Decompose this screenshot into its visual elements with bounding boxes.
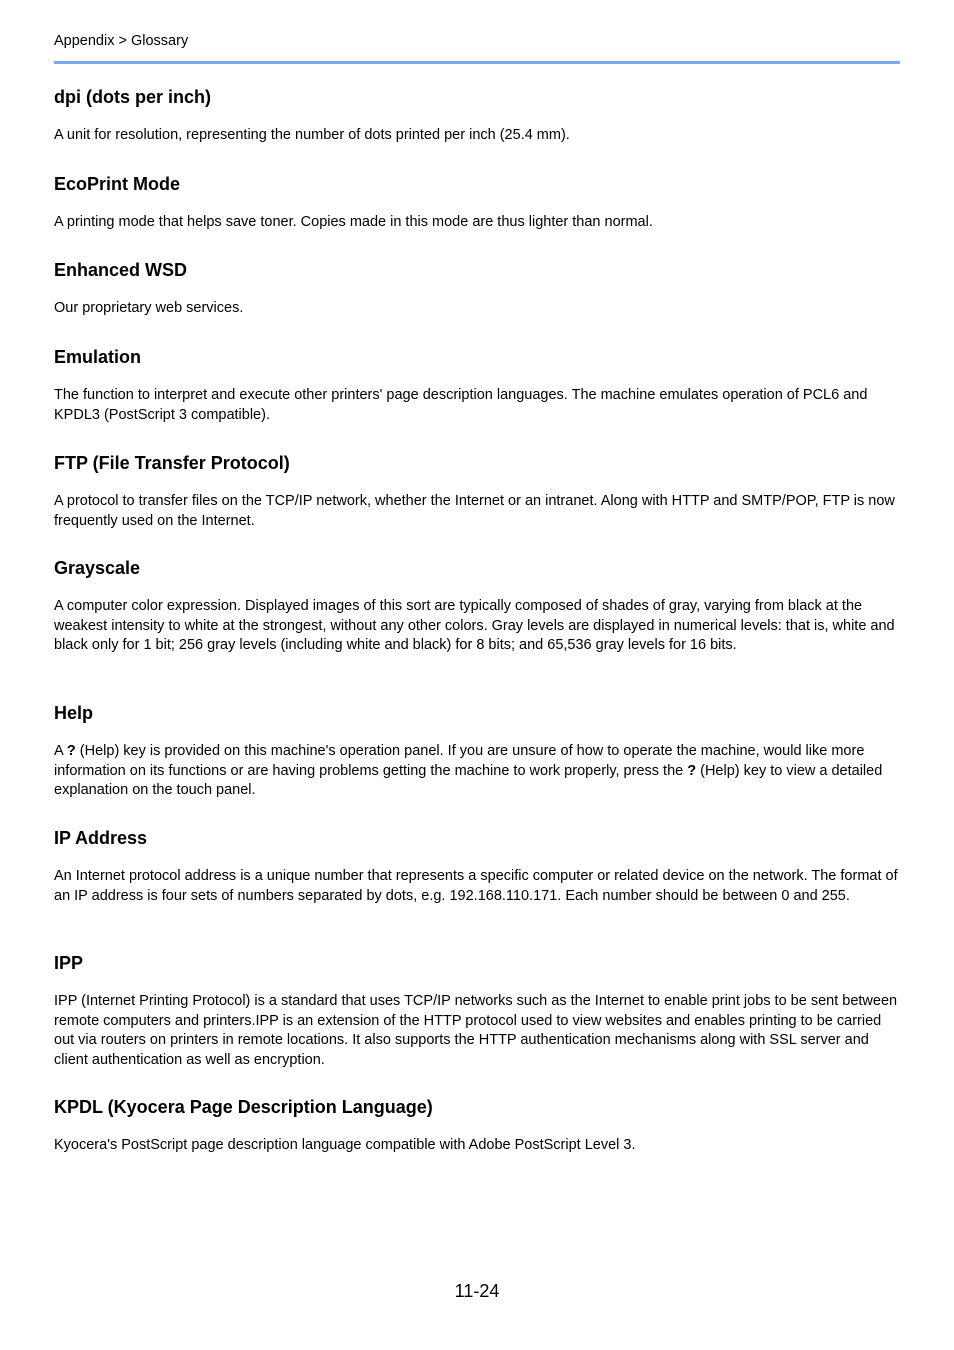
glossary-entry bbox=[54, 173, 900, 233]
entry-term: IPP bbox=[54, 953, 84, 973]
entry-term: Emulation bbox=[54, 347, 142, 367]
glossary-entry bbox=[54, 557, 900, 656]
entry-definition: A printing mode that helps save toner. Copies made in this mode are thus lighter than normal. bbox=[54, 214, 653, 230]
entry-definition: A computer color expression. Displayed images of this sort are typically composed of shades of gray, varying from black at the weakest intensity to white at the strongest, without any other colors. Gray levels are displayed in numerical levels: that is, white and black only for 1 bit; 256 gray levels (including white and black) for 8 bits; and 65,536 gray levels for 16 bits. bbox=[54, 598, 895, 653]
entry-term: Help bbox=[54, 703, 94, 723]
entry-term: KPDL (Kyocera Page Description Language) bbox=[54, 1097, 433, 1117]
definition-text: A bbox=[54, 743, 67, 759]
glossary-entry bbox=[54, 952, 900, 1070]
glossary-entry bbox=[54, 1096, 900, 1156]
glossary-entry bbox=[54, 259, 900, 319]
entry-definition: A unit for resolution, representing the number of dots printed per inch (25.4 mm). bbox=[54, 127, 570, 143]
glossary-entry bbox=[54, 702, 900, 801]
definition-text: (Help) key to view a detailed explanation on the touch panel. bbox=[54, 762, 883, 798]
entry-term: Enhanced WSD bbox=[54, 260, 188, 280]
entry-definition: Our proprietary web services. bbox=[54, 300, 244, 316]
entry-definition: IPP (Internet Printing Protocol) is a standard that uses TCP/IP networks such as the Internet to enable print jobs to be sent between remote computers and printers.IPP is an extension of the HTTP protocol used to view websites and enables printing to be carried out via routers on printers in remote locations. It also supports the HTTP authentication mechanisms along with SSL server and client authentication as well as encryption. bbox=[54, 993, 898, 1068]
definition-text: (Help) key is provided on this machine's operation panel. If you are unsure of how to operate the machine, would like more information on its functions or are having problems getting the machine to work properly, press the bbox=[54, 743, 865, 779]
entry-definition: The function to interpret and execute other printers' page description languages. The machine emulates operation of PCL6 and KPDL3 (PostScript 3 compatible). bbox=[54, 387, 868, 423]
entry-term: EcoPrint Mode bbox=[54, 174, 181, 194]
help-key-symbol: ? bbox=[687, 762, 697, 779]
glossary-entry bbox=[54, 346, 900, 425]
entry-term: Grayscale bbox=[54, 558, 141, 578]
header-divider bbox=[54, 61, 900, 64]
glossary-entry bbox=[54, 827, 900, 906]
glossary-entry bbox=[54, 452, 900, 531]
help-key-symbol: ? bbox=[66, 743, 76, 759]
entry-term: dpi (dots per inch) bbox=[54, 87, 211, 107]
breadcrumb: Appendix > Glossary bbox=[54, 33, 189, 49]
entry-term: IP Address bbox=[54, 828, 148, 848]
entry-definition bbox=[54, 724, 900, 801]
glossary-entry bbox=[54, 86, 900, 146]
entry-definition: A protocol to transfer files on the TCP/IP network, whether the Internet or an intranet. Along with HTTP and SMTP/POP, FTP is now frequently used on the Internet. bbox=[54, 493, 895, 529]
entry-definition: Kyocera's PostScript page description language compatible with Adobe PostScript Level 3. bbox=[54, 1137, 636, 1153]
entry-definition: An Internet protocol address is a unique number that represents a specific computer or related device on the network. The format of an IP address is four sets of numbers separated by dots, e.g. 192.168.110.171. Each number should be between 0 and 255. bbox=[54, 868, 898, 904]
page-number: 11-24 bbox=[454, 1281, 500, 1301]
entry-term: FTP (File Transfer Protocol) bbox=[54, 453, 290, 473]
